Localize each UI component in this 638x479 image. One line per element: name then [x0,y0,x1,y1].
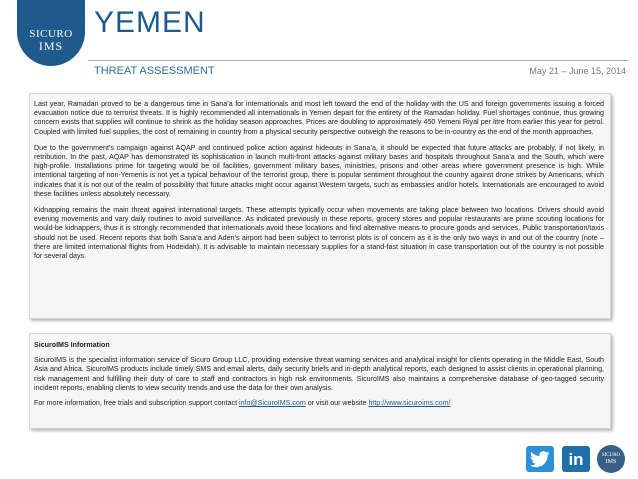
website-link[interactable]: http://www.sicuroims.com/ [368,399,451,408]
page-title: YEMEN [94,6,206,39]
report-subtitle: THREAT ASSESSMENT [94,65,215,77]
sicuro-ims-badge-button[interactable] [597,445,625,473]
contact-email-link[interactable]: info@SicuroIMS.com [239,399,306,408]
header-divider [88,60,628,61]
contact-mid: or visit our website [305,399,369,408]
logo-line-2: IMS [38,38,64,53]
info-body: SicuroIMS is the specialist information service of Sicuro Group LLC, providing extensive threat warning services and analytical insight for clients operating in the Middle East, South Asia and Africa. SicuroIMS products include timely SMS and email alerts, daily security briefs and in-depth analytical reports, each designed to assist clients in operational planning, risk management and fulfilling their duty of care to staff and contractors in high risk environments. SicuroIMS also maintains a comprehensive database of geo-tagged security incident reports, enabling clients to view security trends and use the data for their own analysis. [34,356,604,392]
linkedin-button[interactable] [562,446,590,472]
assessment-paragraph-ramadan: Last year, Ramadan proved to be a dangerous time in Sana’a for internationals and most left toward the end of the holiday with the US and foreign governments issuing a forced evacuation notice due to terrorist threats. It is highly recommended all internationals in Yemen depart for the entirety of the Ramadan holiday. Fuel shortages continue, thus growing concern exists that supplies will continue to shrink as the holiday season approaches. Prices are doubling to approximately 450 Yemeni Riyal per litre from earlier this year for petrol. Coupled with limited fuel supplies, the cost of remaining in country from a physical security perspective outweigh the reasons to be in-country as the end of the month approaches. [34,100,604,136]
assessment-paragraph-aqap: Due to the government’s campaign against AQAP and continued police action against hideouts in Sana’a, it should be expected that future attacks are probably, if not likely, in retribution. In the past, AQAP has demonstrated its sophistication in launch multi-front attacks against military bases and hospitals throughout Sana’a and the South, which were high-profile. Installations prime for targeting would be oil facilities, government military bases, ministries, prisons and other areas where government presence is high. While intentional targeting of non-Yemenis is not yet a typical behaviour of the terrorist group, there is popular sentiment throughout the country against drone strikes by Americans, which indicates that it is not out of the realm of possibility that future attacks might occur against Western targets, such as embassies and/or hotels. Internationals are encouraged to avoid these facilities unless absolutely necessary. [34,143,604,198]
sicuro-ims-logo [17,0,85,66]
sicuroims-info-box [29,333,611,429]
contact-line [34,399,604,408]
assessment-paragraph-kidnapping: Kidnapping remains the main threat against international targets. These attempts typically occur when movements are taking place between two locations. Drivers should avoid evening movements and vary daily routines to avoid surveillance. As indicated previously in these reports, grocery stores and popular restaurants are prime scouting locations for would-be kidnappers, thus it is strongly recommended that internationals avoid these locations and find alternative means to procure goods and services. Public transportation/taxis should not be used. Recent reports that both Sana’a and Aden’s airport had been subject to terrorist plots is of concern as it is the only two ways in and out of the country (note – there are limited international flights from Hodeidah). It is advisable to maintain necessary supplies for a stand-fast situation in case transportation out of the country is not possible for several days. [34,206,604,261]
contact-prefix: For more information, free trials and subscription support contact [34,399,240,408]
badge-line-1: SICURO [601,453,621,458]
logo-line-1: SICURO [29,27,73,40]
linkedin-icon: in [568,449,584,469]
report-date-range: May 21 – June 15, 2014 [529,66,626,76]
sicuro-ims-badge-icon [602,453,620,465]
badge-line-2: IMS [605,459,617,465]
info-heading: SicuroIMS Information [34,341,110,349]
twitter-button[interactable] [526,446,554,472]
twitter-bird-icon [530,451,550,468]
assessment-box [29,93,611,319]
